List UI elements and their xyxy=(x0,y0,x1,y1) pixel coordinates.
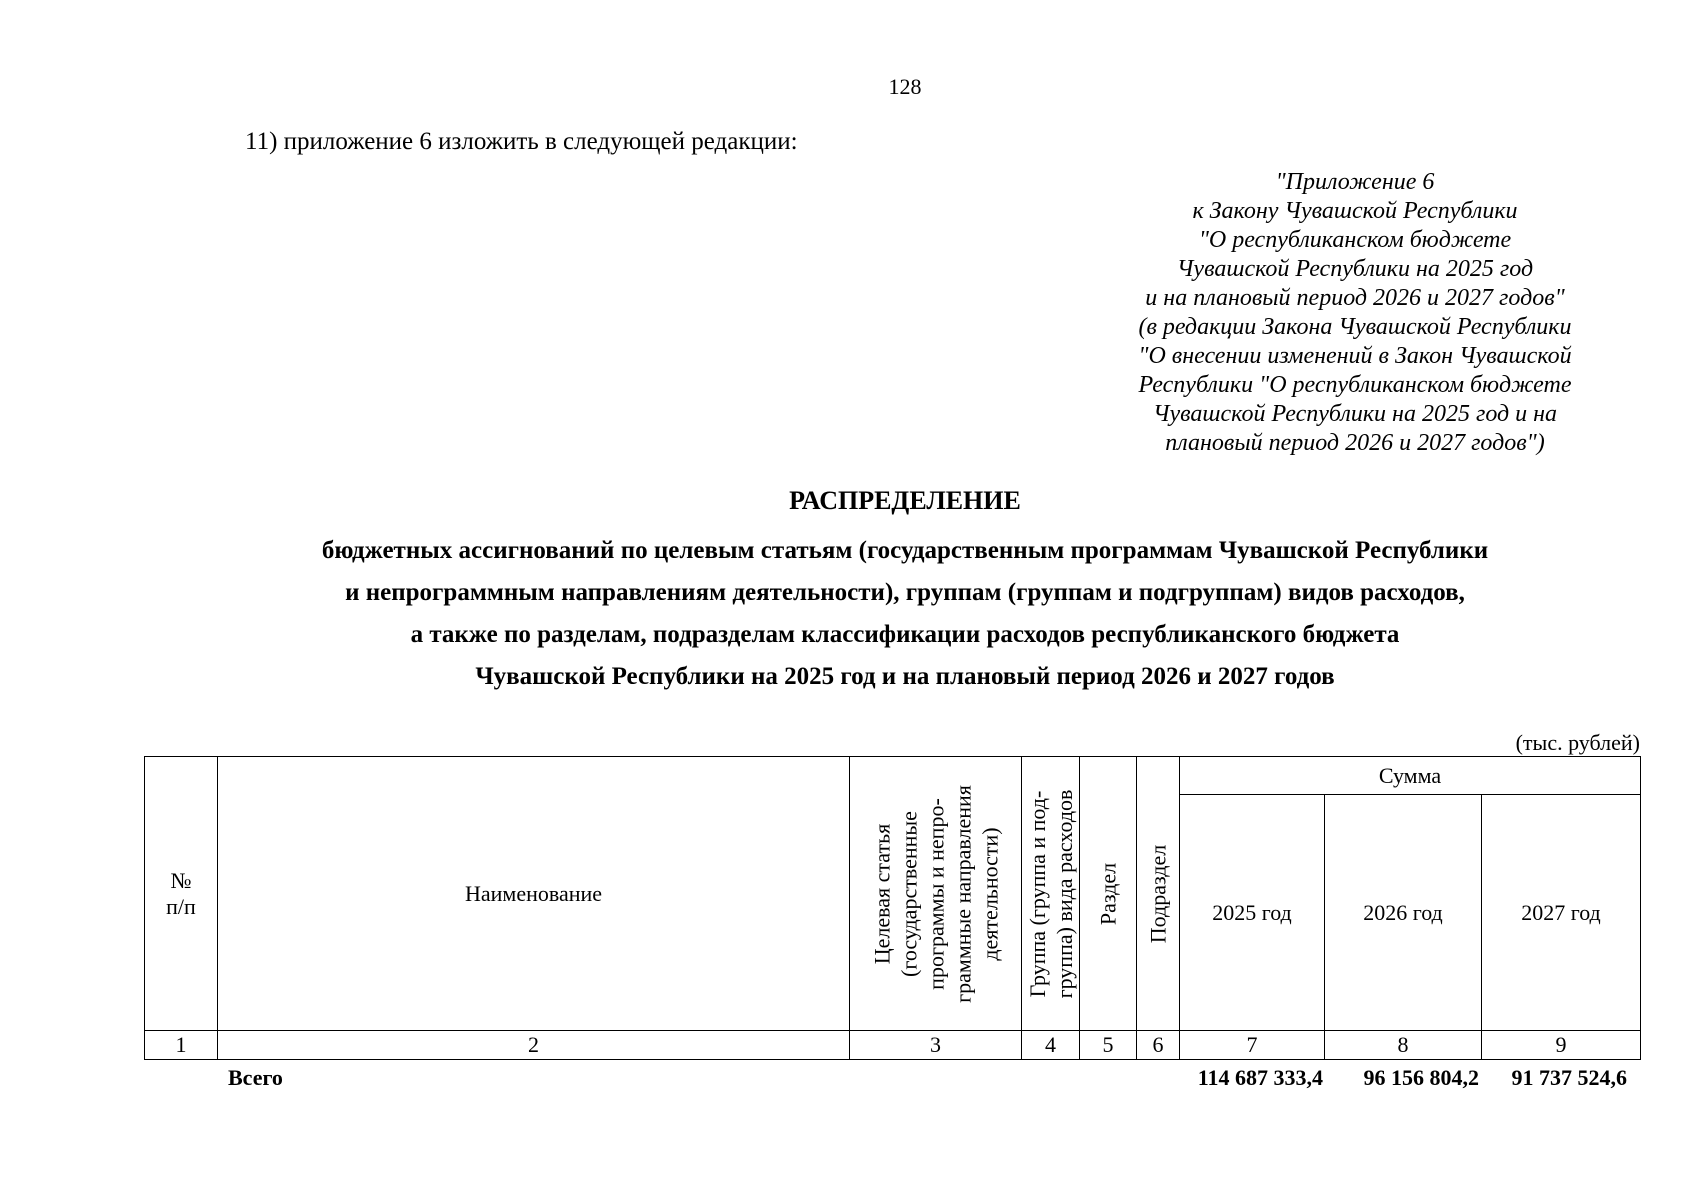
header-target-line: (государственные xyxy=(896,810,921,977)
column-number: 6 xyxy=(1137,1031,1180,1060)
appendix-note-line: плановый период 2026 и 2027 годов") xyxy=(1165,430,1545,456)
budget-table xyxy=(144,756,1641,1060)
column-number: 8 xyxy=(1325,1031,1482,1060)
header-subsection-label: Подраздел xyxy=(1145,844,1171,943)
document-subtitle xyxy=(220,530,1590,698)
appendix-note-line: "О республиканском бюджете xyxy=(1198,227,1512,253)
document-title: РАСПРЕДЕЛЕНИЕ xyxy=(789,486,1021,515)
total-2027: 91 737 524,6 xyxy=(1511,1065,1627,1090)
appendix-note-line: "Приложение 6 xyxy=(1275,169,1435,195)
header-subsection xyxy=(1137,757,1180,1031)
column-number: 7 xyxy=(1180,1031,1325,1060)
header-section xyxy=(1080,757,1137,1031)
total-2025: 114 687 333,4 xyxy=(1197,1065,1323,1090)
header-year-2025: 2025 год xyxy=(1180,795,1325,1031)
header-target-line: Целевая статья xyxy=(869,823,894,964)
header-num xyxy=(145,757,218,1031)
appendix-note xyxy=(1090,168,1620,458)
appendix-note-line: и на плановый период 2026 и 2027 годов" xyxy=(1145,285,1565,311)
subtitle-line: а также по разделам, подразделам классификации расходов республиканского бюджета xyxy=(410,621,1400,648)
header-year-2027: 2027 год xyxy=(1482,795,1641,1031)
header-year-2026: 2026 год xyxy=(1325,795,1482,1031)
column-number: 5 xyxy=(1080,1031,1137,1060)
header-target-line: программы и непро- xyxy=(923,797,948,990)
column-number: 2 xyxy=(218,1031,850,1060)
total-2026: 96 156 804,2 xyxy=(1363,1065,1479,1090)
header-section-label: Раздел xyxy=(1095,862,1121,925)
header-num-line: № xyxy=(170,867,192,893)
header-target-line: граммные направления xyxy=(950,784,975,1003)
header-group-line: Группа (группа и под- xyxy=(1024,790,1050,997)
subtitle-line: бюджетных ассигнований по целевым статьям (государственным программам Чувашской Республики xyxy=(321,537,1489,564)
appendix-note-line: к Закону Чувашской Республики xyxy=(1192,198,1518,224)
units-label: (тыс. рублей) xyxy=(1515,730,1640,755)
header-target-line: деятельности) xyxy=(977,826,1002,961)
header-target-article xyxy=(850,757,1022,1031)
total-label: Всего xyxy=(228,1065,283,1090)
appendix-note-line: Республики "О республиканском бюджете xyxy=(1138,372,1572,398)
column-number: 3 xyxy=(850,1031,1022,1060)
header-sum: Сумма xyxy=(1180,757,1641,795)
appendix-note-line: Чувашской Республики на 2025 год и на xyxy=(1152,401,1558,427)
header-group-line: группа) вида расходов xyxy=(1051,789,1077,998)
subtitle-line: и непрограммным направлениям деятельности), группам (группам и подгруппам) видов расходов, xyxy=(345,579,1465,606)
intro-text: 11) приложение 6 изложить в следующей редакции: xyxy=(245,128,798,155)
appendix-note-line: (в редакции Закона Чувашской Республики xyxy=(1138,314,1572,340)
column-number: 1 xyxy=(145,1031,218,1060)
appendix-note-line: Чувашской Республики на 2025 год xyxy=(1176,256,1534,282)
header-name: Наименование xyxy=(218,757,850,1031)
header-num-line: п/п xyxy=(166,893,196,919)
page-number: 128 xyxy=(888,74,922,99)
column-number: 9 xyxy=(1482,1031,1641,1060)
subtitle-line: Чувашской Республики на 2025 год и на плановый период 2026 и 2027 годов xyxy=(475,663,1335,690)
appendix-note-line: "О внесении изменений в Закон Чувашской xyxy=(1138,343,1572,369)
header-expense-group xyxy=(1022,757,1080,1031)
column-number: 4 xyxy=(1022,1031,1080,1060)
total-row xyxy=(0,1065,1697,1095)
